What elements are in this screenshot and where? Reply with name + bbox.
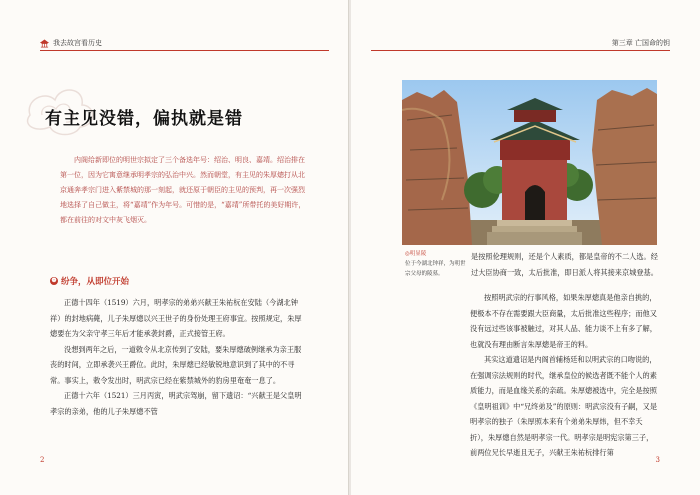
intro-paragraph: 内阁给新即位的明世宗拟定了三个备选年号：绍治、明良、嘉靖。绍治排在第一位，因为它寓意继承明孝宗的弘治中兴。然而朝堂，有主见的朱厚熜打从北京通奔孝宗门进入紫禁城的那一刻起，就还原于朝臣的主见的预判，再一次强烈地选择了自己做主，将“嘉靖”作为年号。可惜的是，“嘉靖”所带托的美好期许，都在前往的对文中灰飞烟灭。	[60, 156, 306, 224]
paragraph: 其实这道遗诏是内阁首辅杨廷和以明武宗的口吻说的，在强调宗法规则的时代，继承皇位的候选者既不能个人的素质能力，而是血缘关系的亲疏。朱厚熜被选中，完全是按照《皇明祖训》中“兄终弟及”的原则：明武宗没有子嗣，又是明孝宗的独子（朱厚照本来有个弟弟朱厚炜，但不幸夭折），朱厚熜自然是明孝宗一代。明孝宗是明宪宗第三子，前两位兄长早逝且无子，兴献王朱祐杬排行第	[470, 355, 658, 457]
left-page	[0, 0, 349, 495]
caption-title: ◎明显陵	[405, 251, 427, 257]
section-heading	[50, 275, 129, 287]
page-number-right: 3	[655, 456, 660, 464]
paragraph: 按照明武宗的行事风格，如果朱厚熜真是他亲自挑的，便极本不存在需要跟大臣商量，太后批准这些程序；而他又没有远过些该事被触过，对其人品、能力谈不上有多了解，也就没有理由断言朱厚熜是帝王的料。	[470, 293, 657, 349]
paragraph: 没想到两年之后，一道敕令从北京传到了安陆，要朱厚熜破例继承为亲王服丧的时间，立即承袭兴王爵位。此时，朱厚熜已经敏锐地意识到了其中的不寻常。事实上，敕令发出时，明武宗已经在紫禁城外的豹房里奄奄一息了。	[50, 344, 302, 385]
mausoleum-photo	[402, 80, 657, 245]
header-rule	[371, 50, 670, 51]
running-header-left	[40, 38, 102, 48]
paragraph: 正德十四年（1519）六月，明孝宗的弟弟兴献王朱祐杬在安陆（今湖北钟祥）的封地病薨，儿子朱厚熜以兴王世子的身份处理王府事宜。按照规定，朱厚熜要在为父亲守孝三年后才能承袭封爵，正式接管王府。	[50, 298, 302, 338]
book-title: 我去故宫看历史	[53, 39, 102, 47]
left-body-text	[50, 295, 308, 419]
running-header-right: 第三章 亡国命的钥	[611, 39, 670, 47]
palace-icon	[40, 39, 49, 48]
page-number-left: 2	[40, 456, 45, 464]
header-rule	[40, 50, 329, 51]
chapter-title: 有主见没错，偏执就是错	[45, 109, 243, 129]
section-title: 纷争，从即位开始	[61, 277, 130, 287]
right-top-text	[471, 249, 659, 280]
photo-caption	[405, 249, 467, 279]
caption-text: 位于今湖北钟祥，为明世宗父母的陵墓。	[405, 261, 466, 277]
right-body-text	[470, 290, 659, 461]
section-bullet-icon: ❁	[51, 277, 57, 284]
paragraph: 是按照伦理规则，还是个人素质，都是皇帝的不二人选。经过大臣协商一致，太后批准，即日派人将其接来京城登基。	[471, 252, 658, 277]
paragraph: 正德十六年（1521）三月丙寅，明武宗驾崩，留下遗诏：“兴献王是父皇明孝宗的亲弟，他的儿子朱厚熜不管	[50, 391, 302, 416]
